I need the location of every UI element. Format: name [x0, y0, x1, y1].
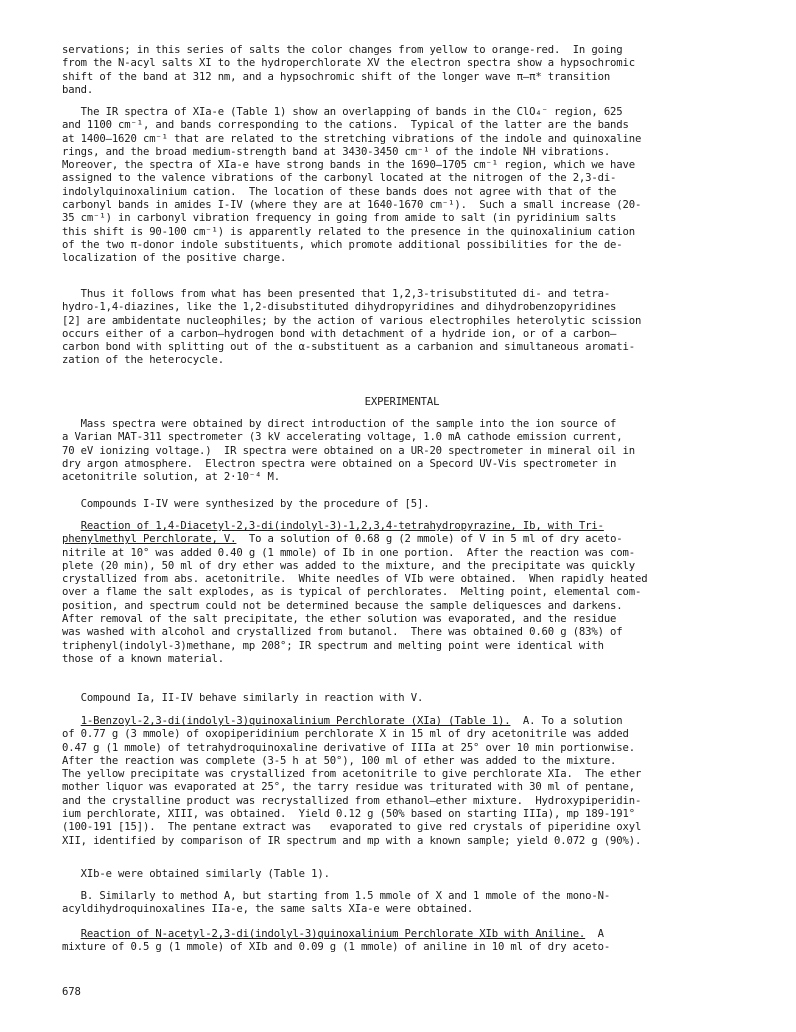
text-line: indolylquinoxalinium cation. The location of these bands does not agree with that of the	[62, 185, 617, 198]
text-line: ium perchlorate, XIII, was obtained. Yield 0.12 g (50% based on starting IIIa), mp 189-191°	[62, 808, 635, 821]
text-line: Thus it follows from what has been presented that 1,2,3-trisubstituted di- and tetra-	[62, 288, 611, 300]
section-heading: EXPERIMENTAL	[364, 396, 440, 408]
paragraph-aniline-reaction	[62, 928, 742, 955]
text-line: shift of the band at 312 nm, and a hypsochromic shift of the longer wave π–π* transition	[62, 70, 611, 83]
text-line: After removal of the salt precipitate, the ether solution was evaporated, and the residue	[62, 613, 617, 626]
text-line: those of a known material.	[62, 652, 224, 665]
text-line: carbonyl bands in amides I-IV (where they are at 1640-1670 cm⁻¹). Such a small increase (20-	[62, 199, 642, 212]
text-line: assigned to the valence vibrations of the carbonyl located at the nitrogen of the 2,3-di-	[62, 172, 617, 185]
text-line: position, and spectrum could not be determined because the sample deliquesces and darkens.	[62, 599, 623, 612]
paragraph-reaction-ib	[62, 520, 742, 666]
paragraph-similar-behavior	[62, 692, 742, 705]
text-line: a Varian MAT-311 spectrometer (3 kV accelerating voltage, 1.0 mA cathode emission current,	[62, 431, 623, 444]
text-line: of 0.77 g (3 mmole) of oxopiperidinium perchlorate X in 15 ml of dry acetonitrile was added	[62, 728, 629, 741]
text-line	[62, 928, 742, 941]
paragraph-conclusion	[62, 288, 742, 368]
text-line: 35 cm⁻¹) in carbonyl vibration frequency in going from amide to salt (in pyridinium salts	[62, 212, 617, 225]
text-line: Compounds I-IV were synthesized by the procedure of [5].	[62, 498, 430, 510]
text-line: crystallized from abs. acetonitrile. White needles of VIb were obtained. When rapidly heated	[62, 573, 648, 586]
text-line: acetonitrile solution, at 2·10⁻⁴ M.	[62, 471, 280, 484]
procedure-title: 1-Benzoyl-2,3-di(indolyl-3)quinoxalinium Perchlorate (XIa) (Table 1).	[80, 715, 511, 727]
paragraph-xib-e	[62, 868, 742, 881]
paragraph-method-b	[62, 890, 742, 917]
text-line: The yellow precipitate was crystallized from acetonitrile to give perchlorate XIa. The ether	[62, 768, 642, 781]
text-line: servations; in this series of salts the color changes from yellow to orange-red. In going	[62, 44, 623, 56]
text-line: Compound Ia, II-IV behave similarly in reaction with V.	[62, 692, 424, 704]
text-line: plete (20 min), 50 ml of dry ether was added to the mixture, and the precipitate was quickly	[62, 559, 635, 572]
text-line: band.	[62, 83, 94, 96]
text-line	[62, 715, 742, 728]
text-line: of the two π-donor indole substituents, which promote additional possibilities for the de-	[62, 238, 623, 251]
paragraph-synthesis-ref	[62, 498, 742, 511]
text-line: mother liquor was evaporated at 25°, the tarry residue was triturated with 30 ml of pentane,	[62, 781, 635, 794]
text-line: hydro-1,4-diazines, like the 1,2-disubstituted dihydropyridines and dihydrobenzopyridines	[62, 301, 617, 314]
text-line: and 1100 cm⁻¹, and bands corresponding to the cations. Typical of the latter are the bands	[62, 119, 629, 132]
text-line: at 1400–1620 cm⁻¹ that are related to the stretching vibrations of the indole and quinoxaline	[62, 132, 642, 145]
text-line: [2] are ambidentate nucleophiles; by the action of various electrophiles heterolytic scission	[62, 314, 642, 327]
text-span: A	[585, 928, 604, 940]
text-line: (100-191 [15]). The pentane extract was evaporated to give red crystals of piperidine oxyl	[62, 821, 642, 834]
text-line: Moreover, the spectra of XIa-e have strong bands in the 1690–1705 cm⁻¹ region, which we have	[62, 159, 635, 172]
text-line: was washed with alcohol and crystallized from butanol. There was obtained 0.60 g (83%) of	[62, 626, 623, 639]
text-line: 0.47 g (1 mmole) of tetrahydroquinoxaline derivative of IIIa at 25° over 10 min portionwise.	[62, 741, 635, 754]
text-line: mixture of 0.5 g (1 mmole) of XIb and 0.09 g (1 mmole) of aniline in 10 ml of dry aceto-	[62, 941, 611, 954]
paragraph-ir-spectra	[62, 106, 742, 266]
text-line: occurs either of a carbon—hydrogen bond with detachment of a hydride ion, or of a carbon—	[62, 327, 617, 340]
paragraph-spectra-color	[62, 44, 742, 97]
text-line: Mass spectra were obtained by direct introduction of the sample into the ion source of	[62, 418, 617, 430]
page-number: 678	[62, 986, 81, 998]
text-line: The IR spectra of XIa-e (Table 1) show an overlapping of bands in the ClO₄⁻ region, 625	[62, 106, 623, 118]
text-line: and the crystalline product was recrystallized from ethanol—ether mixture. Hydroxypiperidin-	[62, 794, 642, 807]
text-line: over a flame the salt explodes, as is typical of perchlorates. Melting point, elemental com-	[62, 586, 642, 599]
text-line: from the N-acyl salts XI to the hydroperchlorate XV the electron spectra show a hypsochromic	[62, 57, 635, 70]
text-span: A. To a solution	[510, 715, 623, 727]
text-line: localization of the positive charge.	[62, 252, 287, 265]
text-line	[62, 520, 742, 533]
text-line: zation of the heterocycle.	[62, 354, 224, 367]
text-line	[62, 533, 742, 546]
text-line: dry argon atmosphere. Electron spectra were obtained on a Specord UV-Vis spectrometer in	[62, 457, 617, 470]
text-line: acyldihydroquinoxalines IIa-e, the same salts XIa-e were obtained.	[62, 903, 474, 916]
paragraph-xia-procedure	[62, 715, 742, 848]
text-line: XIb-e were obtained similarly (Table 1).	[62, 868, 330, 880]
text-line: triphenyl(indolyl-3)methane, mp 208°; IR spectrum and melting point were identical with	[62, 639, 604, 652]
procedure-title: phenylmethyl Perchlorate, V.	[62, 533, 237, 546]
text-line: B. Similarly to method A, but starting from 1.5 mmole of X and 1 mmole of the mono-N-	[62, 890, 611, 902]
text-line: After the reaction was complete (3-5 h at 50°), 100 ml of ether was added to the mixture.	[62, 754, 617, 767]
text-span: To a solution of 0.68 g (2 mmole) of V in 5 ml of dry aceto-	[236, 533, 623, 546]
text-line: nitrile at 10° was added 0.40 g (1 mmole) of Ib in one portion. After the reaction was com-	[62, 546, 635, 559]
text-line: carbon bond with splitting out of the α-substituent as a carbanion and simultaneous aromati-	[62, 341, 635, 354]
paragraph-instrumentation	[62, 418, 742, 484]
text-line: 70 eV ionizing voltage.) IR spectra were obtained on a UR-20 spectrometer in mineral oil in	[62, 444, 635, 457]
text-line: XII, identified by comparison of IR spectrum and mp with a known sample; yield 0.072 g (90%).	[62, 834, 642, 847]
text-line: this shift is 90-100 cm⁻¹) is apparently related to the presence in the quinoxalinium cation	[62, 225, 635, 238]
procedure-title: Reaction of N-acetyl-2,3-di(indolyl-3)quinoxalinium Perchlorate XIb with Aniline.	[80, 928, 586, 940]
procedure-title: Reaction of 1,4-Diacetyl-2,3-di(indolyl-3)-1,2,3,4-tetrahydropyrazine, Ib, with Tri-	[80, 520, 604, 532]
text-line: rings, and the broad medium-strength band at 3430-3450 cm⁻¹ of the indole NH vibrations.	[62, 145, 611, 158]
